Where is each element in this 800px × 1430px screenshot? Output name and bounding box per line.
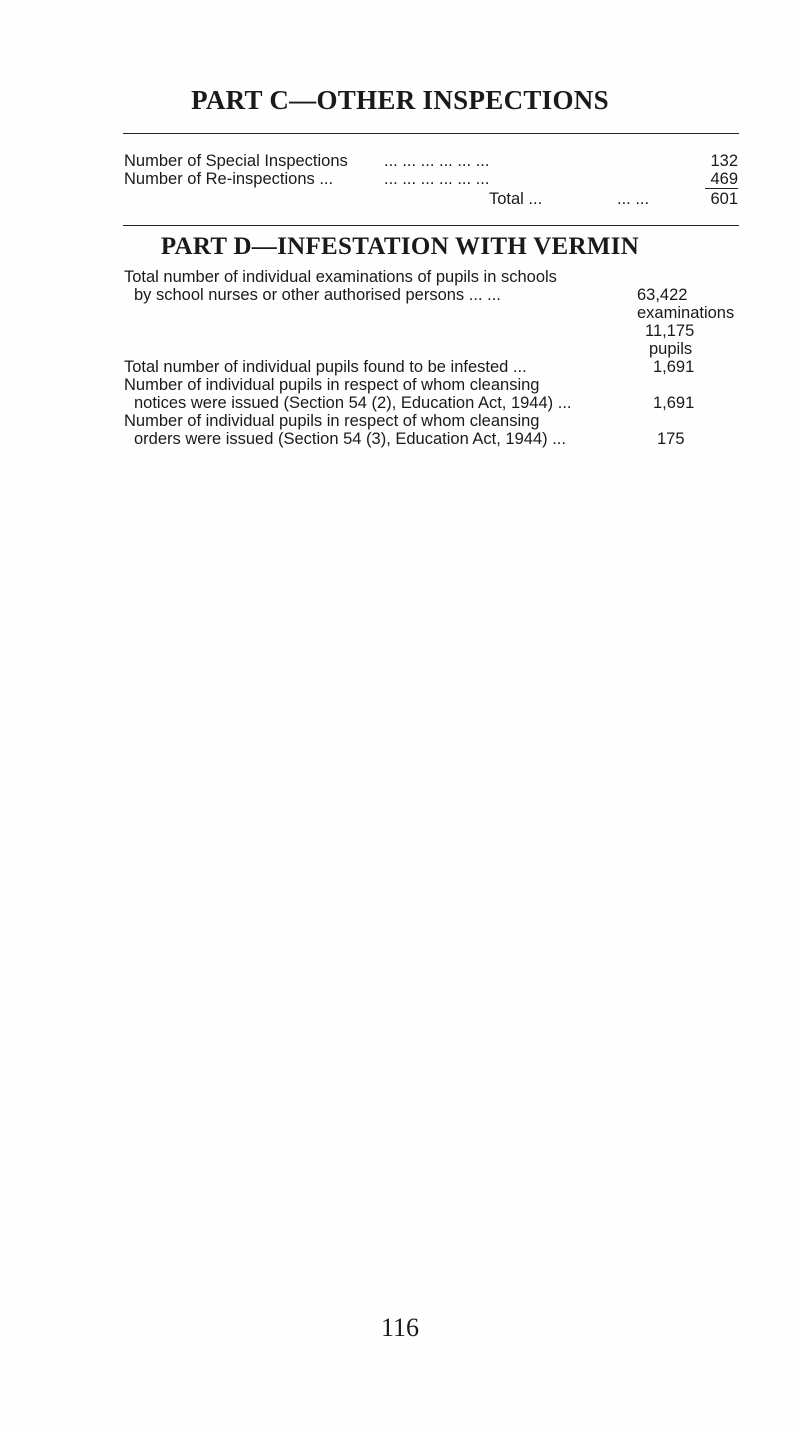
- re-inspections-label: Number of Re-inspections ...: [124, 170, 334, 188]
- special-inspections-value: 132: [710, 152, 738, 170]
- part-d-heading: PART D—INFESTATION WITH VERMIN: [160, 233, 640, 260]
- infested-value: 1,691: [653, 358, 695, 376]
- examinations-value: 63,422: [637, 286, 688, 304]
- cleansing-notices-description-line: notices were issued (Section 54 (2), Education Act, 1944) ...: [134, 394, 572, 412]
- examinations-description-line: by school nurses or other authorised persons ... ...: [134, 286, 501, 304]
- examinations-unit: examinations: [637, 304, 735, 322]
- total-label: Total ...: [489, 190, 543, 208]
- cleansing-notices-description-line: Number of individual pupils in respect of whom cleansing: [124, 376, 540, 394]
- dot-leader: ... ... ... ... ... ...: [384, 170, 490, 188]
- cleansing-orders-description-line: orders were issued (Section 54 (3), Education Act, 1944) ...: [134, 430, 566, 448]
- part-c-heading: PART C—OTHER INSPECTIONS: [191, 85, 609, 115]
- page-number: 116: [380, 1313, 420, 1342]
- pupils-unit: pupils: [649, 340, 693, 358]
- infested-description-line: Total number of individual pupils found to be infested ...: [124, 358, 527, 376]
- cleansing-orders-description-line: Number of individual pupils in respect of whom cleansing: [124, 412, 540, 430]
- dot-leader: ... ...: [617, 190, 650, 208]
- dot-leader: ... ... ... ... ... ...: [384, 152, 490, 170]
- pupils-examined-value: 11,175: [645, 322, 695, 340]
- total-value: 601: [710, 190, 738, 208]
- examinations-description-line: Total number of individual examinations of pupils in schools: [124, 268, 557, 286]
- re-inspections-value: 469: [710, 170, 738, 188]
- special-inspections-label: Number of Special Inspections: [124, 152, 348, 170]
- cleansing-notices-value: 1,691: [653, 394, 695, 412]
- cleansing-orders-value: 175: [657, 430, 685, 448]
- divider-rule: [123, 225, 739, 226]
- divider-rule: [123, 133, 739, 134]
- sum-underline: [705, 188, 738, 189]
